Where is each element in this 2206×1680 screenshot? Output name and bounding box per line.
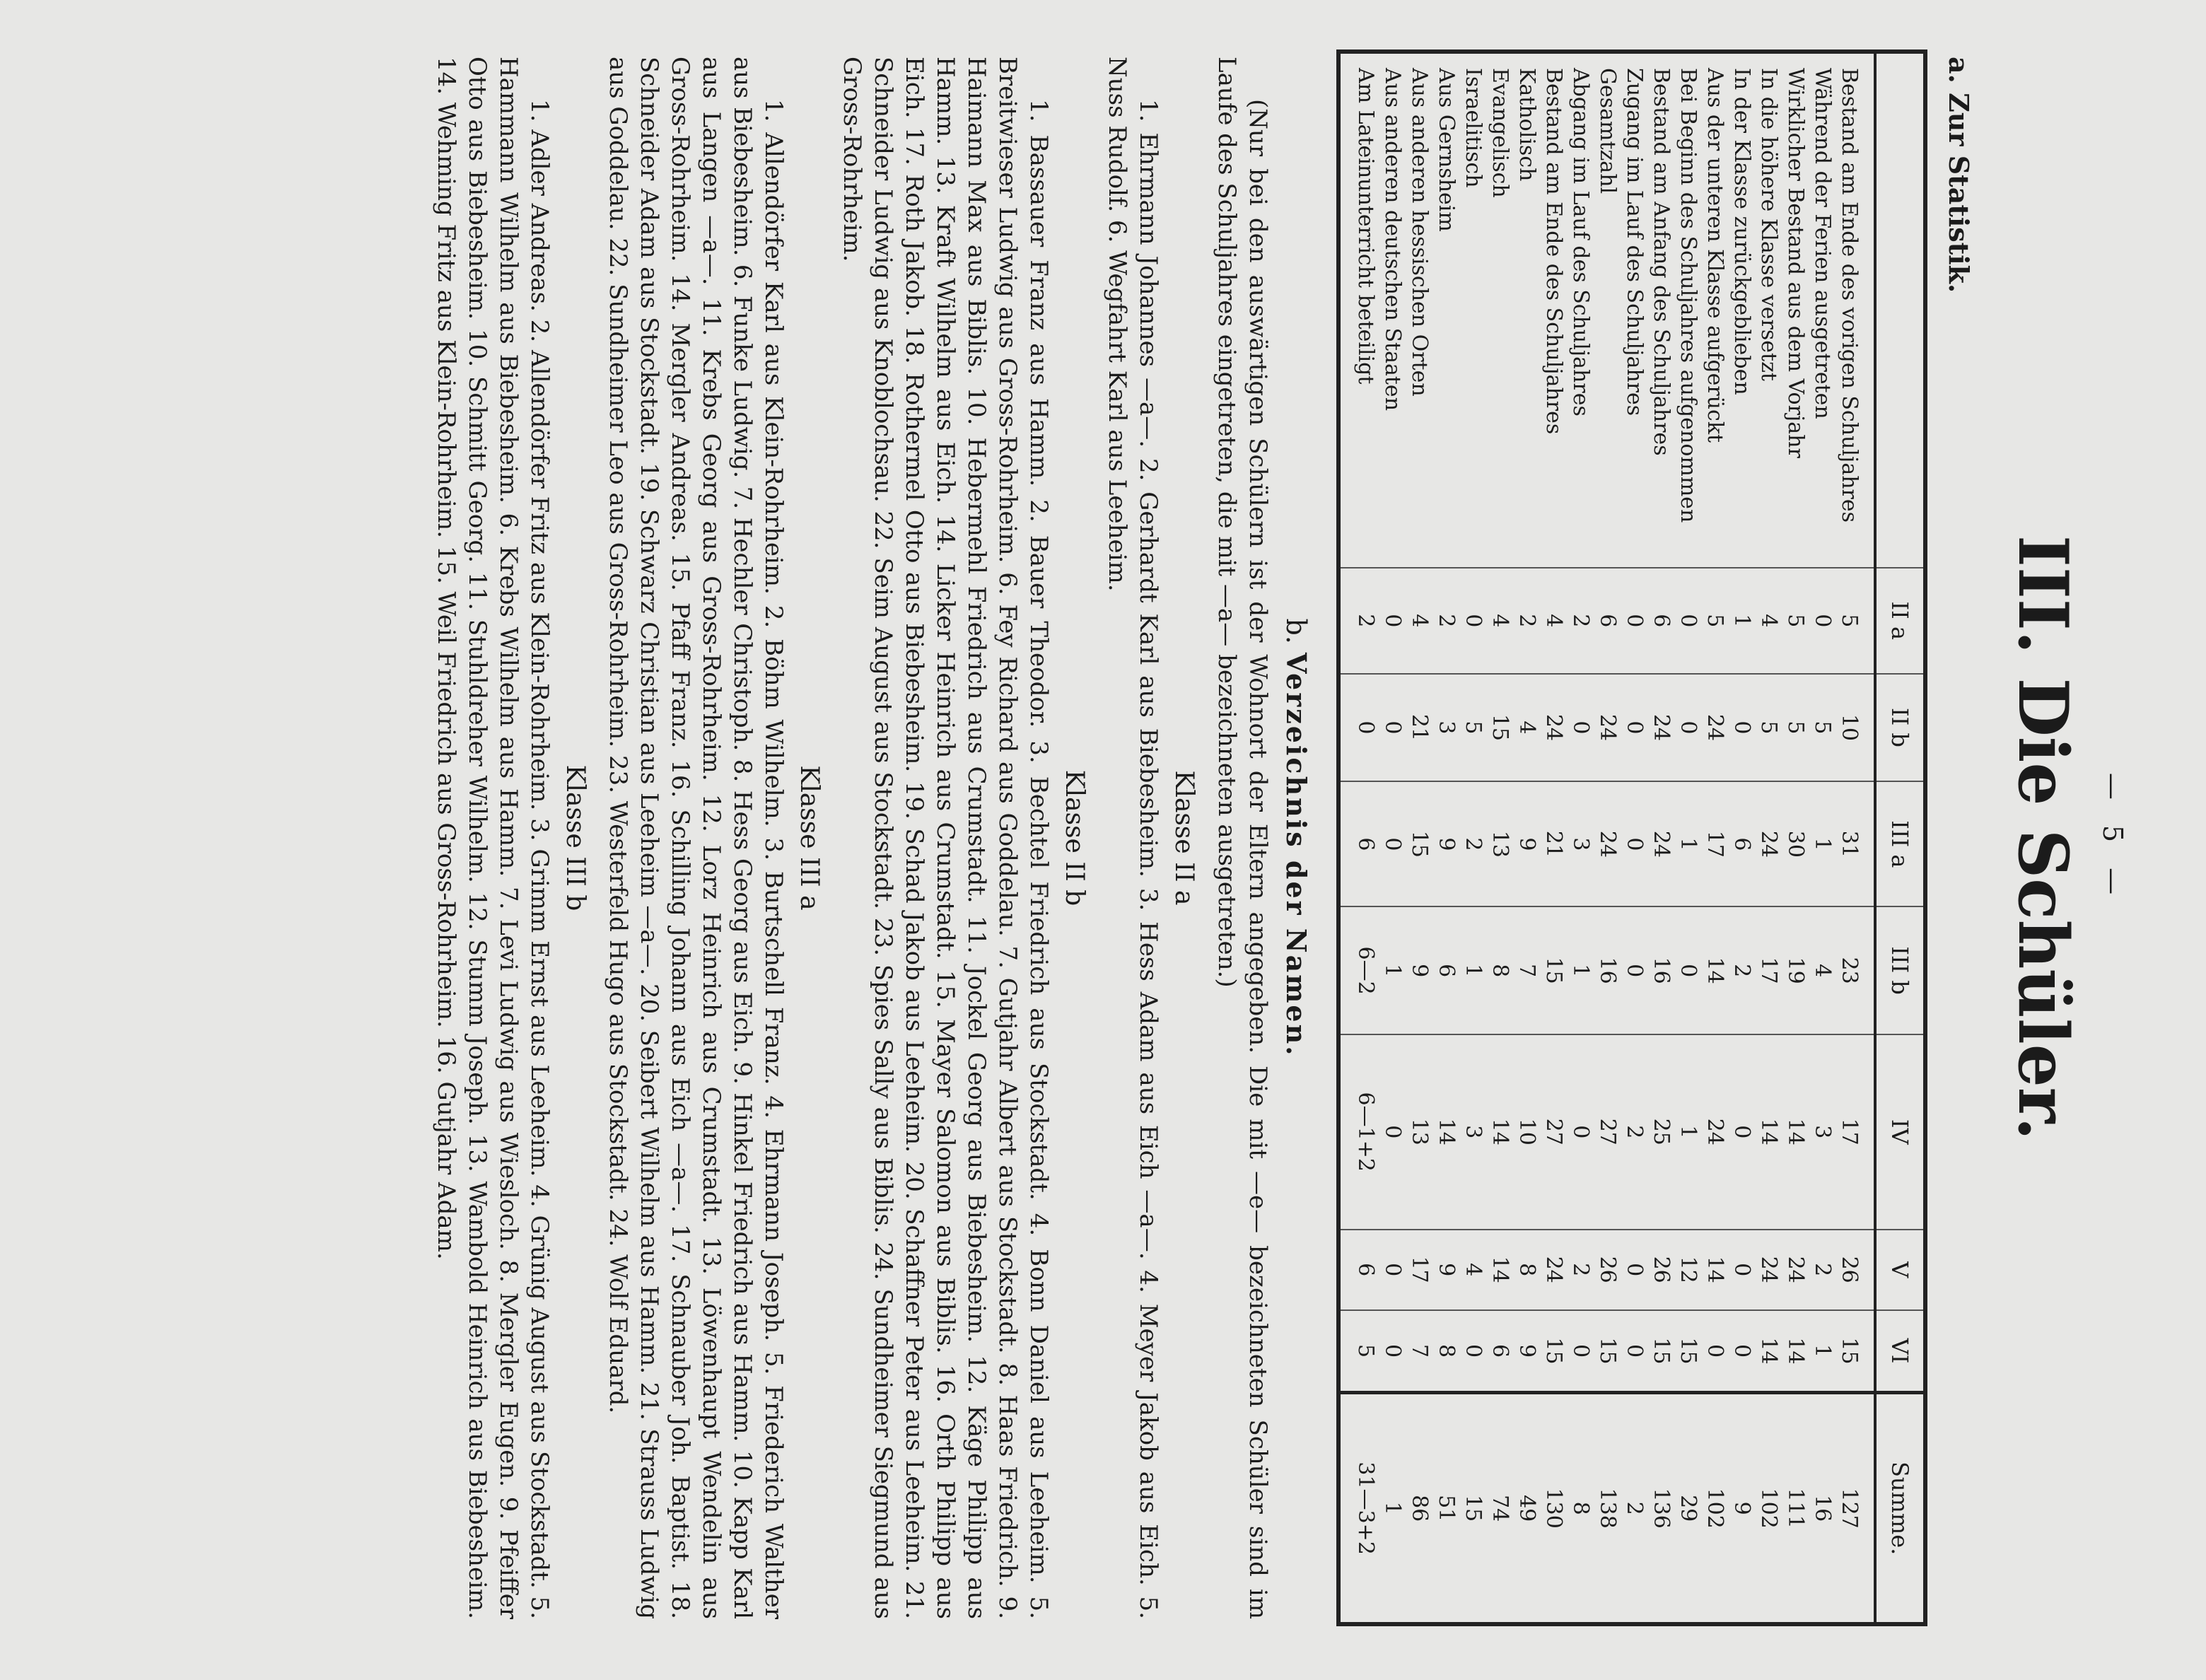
table-cell: 7: [1513, 906, 1540, 1034]
table-cell: 8: [1567, 1393, 1594, 1624]
table-row: [1486, 52, 1513, 1624]
table-cell: 24: [1540, 674, 1567, 782]
table-cell: 0: [1621, 674, 1647, 782]
table-cell: 24: [1594, 781, 1621, 906]
table-cell: 15: [1540, 1310, 1567, 1393]
table-cell: 2: [1338, 568, 1379, 674]
table-row: [1567, 52, 1594, 1624]
row-label: Evangelisch: [1488, 68, 1512, 198]
column-header-iib: II b: [1875, 674, 1925, 782]
row-label: Israelitisch: [1461, 68, 1486, 188]
table-cell: 74: [1486, 1393, 1513, 1624]
table-cell: 16: [1809, 1393, 1836, 1624]
table-cell: 14: [1782, 1310, 1809, 1393]
table-cell: 136: [1647, 1393, 1674, 1624]
table-row: [1379, 52, 1406, 1624]
table-cell: 24: [1755, 1230, 1782, 1310]
table-cell: 3: [1809, 1034, 1836, 1230]
table-cell: 127: [1836, 1393, 1875, 1624]
table-cell: 24: [1755, 781, 1782, 906]
table-cell: 130: [1540, 1393, 1567, 1624]
table-cell: 0: [1567, 1034, 1594, 1230]
table-cell: 26: [1836, 1230, 1875, 1310]
class-section-iia: [1102, 49, 1198, 1626]
class-section-iiia: [602, 49, 824, 1626]
class-heading: Klasse III a: [795, 765, 824, 911]
table-cell: 0: [1459, 1310, 1486, 1393]
row-label: Bestand am Ende des vorigen Schuljahres: [1837, 68, 1862, 523]
table-cell: 9: [1513, 781, 1540, 906]
table-cell: 19: [1782, 906, 1809, 1034]
table-cell: 1: [1809, 1310, 1836, 1393]
class-name-list: 1. Ehrmann Johannes —a—. 2. Gerhardt Karl aus Biebesheim. 3. Hess Adam aus Eich —a—. 4. Meyer Jakob aus Eich. 5. Nuss Rudolf. 6. Wegfahrt Karl aus Leeheim.: [1103, 57, 1162, 1619]
table-cell: 9: [1728, 1393, 1755, 1624]
table-cell: 24: [1647, 781, 1674, 906]
table-cell: 31—3+2: [1338, 1393, 1379, 1624]
table-cell: 23: [1836, 906, 1875, 1034]
table-cell: 14: [1432, 1034, 1459, 1230]
table-cell: 2: [1513, 568, 1540, 674]
table-cell: 14: [1701, 906, 1728, 1034]
table-cell: 0: [1728, 1310, 1755, 1393]
table-cell: 26: [1594, 1230, 1621, 1310]
table-cell: 102: [1755, 1393, 1782, 1624]
row-label: In der Klasse zurückgeblieben: [1729, 68, 1754, 395]
class-heading: Klasse II b: [1060, 769, 1089, 906]
table-cell: 8: [1513, 1230, 1540, 1310]
row-label: Bei Beginn des Schuljahres aufgenommen: [1676, 68, 1700, 523]
table-cell: 31: [1836, 781, 1875, 906]
table-cell: 17: [1406, 1230, 1432, 1310]
table-row: [1836, 52, 1875, 1624]
table-row: [1674, 52, 1701, 1624]
table-cell: 0: [1674, 906, 1701, 1034]
row-label: In die höhere Klasse versetzt: [1756, 68, 1781, 381]
table-cell: 0: [1621, 568, 1647, 674]
table-row: [1540, 52, 1567, 1624]
table-cell: 1: [1674, 781, 1701, 906]
section-b-prefix: b.: [1280, 618, 1312, 644]
table-cell: 16: [1594, 906, 1621, 1034]
table-cell: 24: [1701, 1034, 1728, 1230]
table-cell: 0: [1728, 1034, 1755, 1230]
table-cell: 4: [1540, 568, 1567, 674]
table-cell: 0: [1379, 1310, 1406, 1393]
table-cell: 24: [1647, 674, 1674, 782]
table-cell: 49: [1513, 1393, 1540, 1624]
table-cell: 17: [1836, 1034, 1875, 1230]
table-cell: 24: [1594, 674, 1621, 782]
class-name-list: 1. Allendörfer Karl aus Klein-Rohrheim. 2. Böhm Wilhelm. 3. Burtschell Franz. 4. Ehrmann Joseph. 5. Friederich Walther aus Biebesheim. 6. Funke Ludwig. 7. Hechler Christoph. 8. Hess Georg aus Eich. 9. Hinkel Friedrich aus Hamm. 10. Kapp Karl aus Langen —a—. 11. Krebs Georg aus Gross-Rohrheim. 12. Lorz Heinrich aus Crumstadt. 13. Löwenhaupt Wendelin aus Gross-Rohrheim. 14. Mergler Andreas. 15. Pfaff Franz. 16. Schilling Johann aus Eich —a—. 17. Schnauber Joh. Baptist. 18. Schneider Adam aus Stockstadt. 19. Schwarz Christian aus Leeheim —a—. 20. Seibert Wilhelm aus Hamm. 21. Strauss Ludwig aus Goddelau. 22. Sundheimer Leo aus Gross-Rohrheim. 23. Westerfeld Hugo aus Stockstadt. 24. Wolf Eduard.: [604, 57, 788, 1619]
table-row: [1755, 52, 1782, 1624]
table-cell: 0: [1809, 568, 1836, 674]
table-cell: 14: [1486, 1034, 1513, 1230]
table-cell: 0: [1379, 568, 1406, 674]
table-cell: 15: [1836, 1310, 1875, 1393]
table-cell: 2: [1621, 1393, 1647, 1624]
table-cell: 5: [1755, 674, 1782, 782]
table-cell: 1: [1674, 1034, 1701, 1230]
table-cell: 15: [1540, 906, 1567, 1034]
table-cell: 6—2: [1338, 906, 1379, 1034]
table-cell: 15: [1459, 1393, 1486, 1624]
table-row: [1594, 52, 1621, 1624]
table-cell: 0: [1621, 781, 1647, 906]
table-cell: 27: [1594, 1034, 1621, 1230]
section-a-heading: a. Zur Statistik.: [1943, 57, 1975, 293]
table-cell: 5: [1809, 674, 1836, 782]
table-cell: 0: [1379, 1230, 1406, 1310]
table-cell: 6: [1432, 906, 1459, 1034]
column-header-iia: II a: [1875, 568, 1925, 674]
section-b-title: Verzeichnis der Namen.: [1280, 653, 1312, 1058]
table-cell: 27: [1540, 1034, 1567, 1230]
table-cell: 6: [1594, 568, 1621, 674]
table-cell: 5: [1338, 1310, 1379, 1393]
table-cell: 9: [1513, 1310, 1540, 1393]
table-cell: 16: [1647, 906, 1674, 1034]
table-cell: 4: [1809, 906, 1836, 1034]
table-cell: 9: [1406, 906, 1432, 1034]
row-label: Am Lateinunterricht beteiligt: [1353, 68, 1378, 385]
page-number: — 5 —: [2097, 772, 2128, 904]
table-cell: 6: [1486, 1310, 1513, 1393]
row-label: Abgang im Lauf des Schuljahres: [1568, 68, 1593, 416]
table-cell: 6: [1338, 1230, 1379, 1310]
table-cell: 10: [1513, 1034, 1540, 1230]
table-cell: 30: [1782, 781, 1809, 906]
table-row: [1728, 52, 1755, 1624]
table-cell: 8: [1432, 1310, 1459, 1393]
table-cell: 0: [1379, 1034, 1406, 1230]
row-label: Aus anderen hessischen Orten: [1407, 68, 1432, 397]
table-cell: 0: [1379, 674, 1406, 782]
table-cell: 17: [1755, 906, 1782, 1034]
table-cell: 111: [1782, 1393, 1809, 1624]
table-body: [1338, 52, 1875, 1624]
name-list-note: (Nur bei den auswärtigen Schülern ist der Wohnort der Eltern angegeben. Die mit —e— bezeichneten Schüler sind im Laufe des Schuljahres eingetreten, die mit —a— bezeichneten ausgetreten.): [1213, 57, 1272, 1619]
table-cell: 2: [1809, 1230, 1836, 1310]
table-cell: 2: [1567, 1230, 1594, 1310]
table-cell: 5: [1701, 568, 1728, 674]
table-cell: 2: [1621, 1034, 1647, 1230]
table-cell: 0: [1567, 674, 1594, 782]
table-cell: 1: [1728, 568, 1755, 674]
table-cell: 0: [1621, 906, 1647, 1034]
row-label: Bestand am Anfang des Schuljahres: [1649, 68, 1674, 456]
table-cell: 0: [1338, 674, 1379, 782]
table-cell: 0: [1728, 674, 1755, 782]
column-header-v: V: [1875, 1230, 1925, 1310]
table-cell: 5: [1836, 568, 1875, 674]
statistics-table: [1336, 49, 1927, 1626]
table-cell: 15: [1594, 1310, 1621, 1393]
page-content: [431, 49, 2128, 1626]
row-label: Aus anderen deutschen Staaten: [1380, 68, 1405, 412]
table-cell: 4: [1406, 568, 1432, 674]
table-cell: 24: [1701, 674, 1728, 782]
table-cell: 6: [1647, 568, 1674, 674]
table-cell: 2: [1459, 781, 1486, 906]
table-cell: 1: [1459, 906, 1486, 1034]
table-cell: 24: [1782, 1230, 1809, 1310]
table-cell: 9: [1432, 1230, 1459, 1310]
table-row: [1406, 52, 1432, 1624]
section-b-heading: [1280, 49, 1312, 1626]
class-name-list: 1. Bassauer Franz aus Hamm. 2. Bauer Theodor. 3. Bechtel Friedrich aus Stockstadt. 4. Bonn Daniel aus Leeheim. 5. Breitwieser Ludwig aus Gross-Rohrheim. 6. Fey Richard aus Goddelau. 7. Gutjahr Albert aus Stockstadt. 8. Haas Friedrich. 9. Haimann Max aus Biblis. 10. Hebermehl Friedrich aus Crumstadt. 11. Jockel Georg aus Biebesheim. 12. Käge Philipp aus Hamm. 13. Kraft Wilhelm aus Eich. 14. Licker Heinrich aus Crumstadt. 15. Mayer Salomon aus Biblis. 16. Orth Philipp aus Eich. 17. Roth Jakob. 18. Rothermel Otto aus Biebesheim. 19. Schad Jakob aus Leeheim. 20. Schaffner Peter aus Leeheim. 21. Schneider Ludwig aus Knoblochsau. 22. Seim August aus Stockstadt. 23. Spies Sally aus Biblis. 24. Sundheimer Siegmund aus Gross-Rohrheim.: [838, 57, 1053, 1619]
class-section-iib: [836, 49, 1089, 1626]
table-row: [1459, 52, 1486, 1624]
table-cell: 13: [1486, 781, 1513, 906]
table-cell: 102: [1701, 1393, 1728, 1624]
table-cell: 14: [1782, 1034, 1809, 1230]
table-cell: 1: [1379, 1393, 1406, 1624]
table-cell: 15: [1647, 1310, 1674, 1393]
table-cell: 0: [1701, 1310, 1728, 1393]
page-title: III. Die Schüler.: [2003, 535, 2083, 1141]
table-cell: 4: [1513, 674, 1540, 782]
table-cell: 51: [1432, 1393, 1459, 1624]
table-cell: 4: [1755, 568, 1782, 674]
table-cell: 21: [1406, 674, 1432, 782]
row-label: Zugang im Lauf des Schuljahres: [1622, 68, 1647, 416]
table-header-row: [1875, 52, 1925, 1624]
table-cell: 3: [1567, 781, 1594, 906]
table-cell: 12: [1674, 1230, 1701, 1310]
table-cell: 9: [1432, 781, 1459, 906]
table-cell: 14: [1755, 1034, 1782, 1230]
row-label: Wirklicher Bestand aus dem Vorjahr: [1783, 68, 1808, 458]
table-cell: 1: [1809, 781, 1836, 906]
table-cell: 4: [1486, 568, 1513, 674]
table-cell: 14: [1755, 1310, 1782, 1393]
table-row: [1338, 52, 1379, 1624]
table-row: [1621, 52, 1647, 1624]
table-cell: 0: [1621, 1310, 1647, 1393]
table-cell: 29: [1674, 1393, 1701, 1624]
table-cell: 13: [1406, 1034, 1432, 1230]
table-cell: 2: [1728, 906, 1755, 1034]
table-row: [1432, 52, 1459, 1624]
row-label: Bestand am Ende des Schuljahres: [1541, 68, 1566, 435]
table-row: [1701, 52, 1728, 1624]
table-cell: 7: [1406, 1310, 1432, 1393]
table-cell: 24: [1540, 1230, 1567, 1310]
row-label: Aus Gernsheim: [1434, 68, 1459, 232]
row-label: Während der Ferien ausgetreten: [1810, 68, 1835, 419]
table-row: [1513, 52, 1540, 1624]
table-cell: 2: [1432, 568, 1459, 674]
table-row: [1809, 52, 1836, 1624]
table-cell: 3: [1459, 1034, 1486, 1230]
table-cell: 6: [1338, 781, 1379, 906]
table-row: [1782, 52, 1809, 1624]
table-cell: 0: [1567, 1310, 1594, 1393]
table-cell: 0: [1674, 674, 1701, 782]
table-cell: 15: [1674, 1310, 1701, 1393]
column-header-label: [1875, 52, 1925, 568]
table-cell: 6: [1728, 781, 1755, 906]
table-cell: 1: [1379, 906, 1406, 1034]
table-cell: 8: [1486, 906, 1513, 1034]
table-cell: 5: [1782, 674, 1809, 782]
class-name-list: 1. Adler Andreas. 2. Allendörfer Fritz aus Klein-Rohrheim. 3. Grimm Ernst aus Leeheim. 4. Grünig August aus Stockstadt. 5. Hammann Wilhelm aus Biebesheim. 6. Krebs Wilhelm aus Hamm. 7. Levi Ludwig aus Wiesloch. 8. Mergler Eugen. 9. Pfeiffer Otto aus Biebesheim. 10. Schmitt Georg. 11. Stuhldreher Wilhelm. 12. Stumm Joseph. 13. Wambold Heinrich aus Biebesheim. 14. Wehming Fritz aus Klein-Rohrheim. 15. Weil Friedrich aus Gross-Rohrheim. 16. Gutjahr Adam.: [432, 57, 554, 1619]
table-cell: 14: [1486, 1230, 1513, 1310]
column-header-iiia: III a: [1875, 781, 1925, 906]
table-cell: 5: [1459, 674, 1486, 782]
column-header-iiib: III b: [1875, 906, 1925, 1034]
table-cell: 14: [1701, 1230, 1728, 1310]
table-cell: 1: [1567, 906, 1594, 1034]
table-cell: 0: [1621, 1230, 1647, 1310]
table-cell: 15: [1406, 781, 1432, 906]
table-cell: 0: [1674, 568, 1701, 674]
table-cell: 17: [1701, 781, 1728, 906]
class-heading: Klasse III b: [561, 764, 590, 911]
table-cell: 86: [1406, 1393, 1432, 1624]
column-header-vi: VI: [1875, 1310, 1925, 1393]
class-section-iiib: [431, 49, 590, 1626]
table-cell: 0: [1728, 1230, 1755, 1310]
column-header-summe: Summe.: [1875, 1393, 1925, 1624]
table-cell: 25: [1647, 1034, 1674, 1230]
table-cell: 15: [1486, 674, 1513, 782]
table-cell: 0: [1379, 781, 1406, 906]
column-header-iv: IV: [1875, 1034, 1925, 1230]
class-heading: Klasse II a: [1169, 770, 1198, 906]
table-cell: 0: [1459, 568, 1486, 674]
table-cell: 2: [1567, 568, 1594, 674]
table-row: [1647, 52, 1674, 1624]
table-cell: 21: [1540, 781, 1567, 906]
table-cell: 4: [1459, 1230, 1486, 1310]
row-label: Aus der unteren Klasse aufgerückt: [1703, 68, 1727, 443]
table-cell: 5: [1782, 568, 1809, 674]
row-label: Katholisch: [1515, 68, 1539, 182]
table-cell: 138: [1594, 1393, 1621, 1624]
table-cell: 10: [1836, 674, 1875, 782]
row-label: Gesamtzahl: [1595, 68, 1620, 194]
table-cell: 3: [1432, 674, 1459, 782]
table-cell: 26: [1647, 1230, 1674, 1310]
table-cell: 6—1+2: [1338, 1034, 1379, 1230]
